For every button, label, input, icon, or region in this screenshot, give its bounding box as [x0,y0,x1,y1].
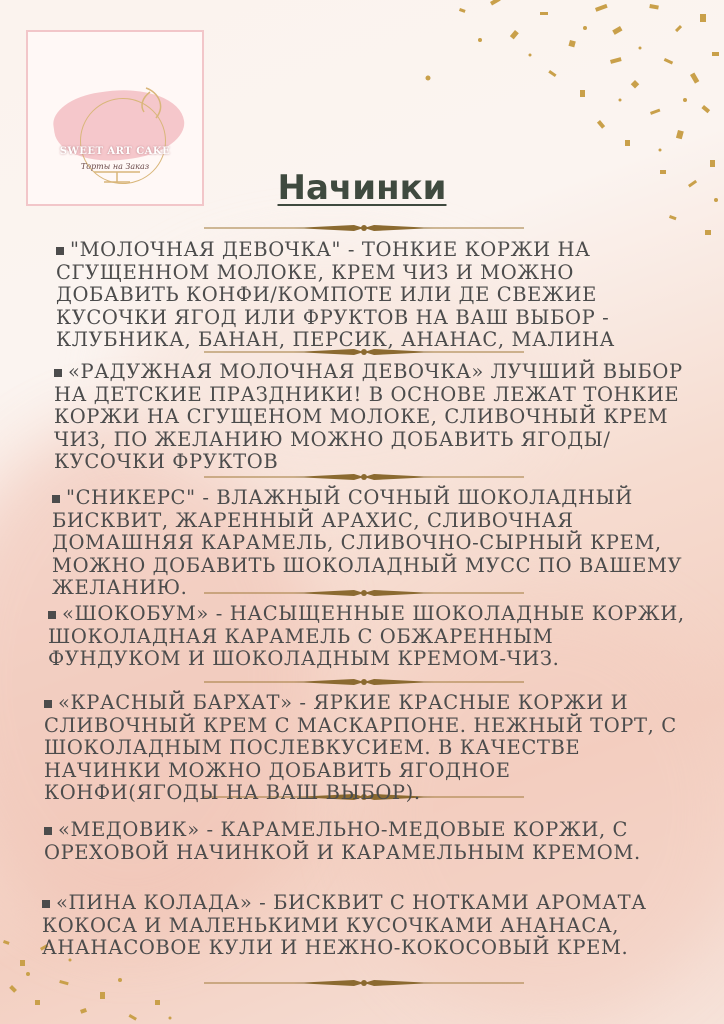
filling-description: «ПИНА КОЛАДА» - БИСКВИТ С НОТКАМИ АРОМАТА КОКОСА И МАЛЕНЬКИМИ КУСОЧКАМИ АНАНАСА, АНАНАСОВОЕ КУЛИ И НЕЖНО-КОКОСОВЫЙ КРЕМ. [42,891,647,959]
ornament-divider [204,677,524,687]
filling-item [56,239,696,352]
bullet-icon [52,495,60,503]
ornament-divider [204,472,524,482]
bullet-icon [44,827,52,835]
logo-brand-name: SWEET ART CAKE [59,146,171,157]
filling-item [54,361,694,474]
ornament-divider [204,223,524,233]
filling-item [42,892,682,960]
gold-confetti-decoration [420,0,724,250]
bullet-icon [56,247,64,255]
filling-description: "МОЛОЧНАЯ ДЕВОЧКА" - ТОНКИЕ КОРЖИ НА СГУЩЕННОМ МОЛОКЕ, КРЕМ ЧИЗ И МОЖНО ДОБАВИТЬ КОНФИ/КОМПОТЕ ИЛИ ДЕ СВЕЖИЕ КУСОЧКИ ЯГОД ИЛИ ФРУКТОВ НА ВАШ ВЫБОР - КЛУБНИКА, БАНАН, ПЕРСИК, АНАНАС, МАЛИНА [56,238,615,351]
filling-description: «РАДУЖНАЯ МОЛОЧНАЯ ДЕВОЧКА» ЛУЧШИЙ ВЫБОР НА ДЕТСКИЕ ПРАЗДНИКИ! В ОСНОВЕ ЛЕЖАТ ТОНКИЕ КОРЖИ НА СГУЩЕНОМ МОЛОКЕ, СЛИВОЧНЫЙ КРЕМ ЧИЗ, ПО ЖЕЛАНИЮ МОЖНО ДОБАВИТЬ ЯГОДЫ/ КУСОЧКИ ФРУКТОВ [54,360,683,473]
bullet-icon [48,611,56,619]
filling-description: «ШОКОБУМ» - НАСЫЩЕННЫЕ ШОКОЛАДНЫЕ КОРЖИ, ШОКОЛАДНАЯ КАРАМЕЛЬ С ОБЖАРЕННЫМ ФУНДУКОМ И ШОКОЛАДНЫМ КРЕМОМ-ЧИЗ. [48,602,685,670]
filling-item [44,692,684,805]
page-title: Начинки [277,168,447,208]
filling-description: "СНИКЕРС" - ВЛАЖНЫЙ СОЧНЫЙ ШОКОЛАДНЫЙ БИСКВИТ, ЖАРЕННЫЙ АРАХИС, СЛИВОЧНАЯ ДОМАШНЯЯ КАРАМЕЛЬ, СЛИВОЧНО-СЫРНЫЙ КРЕМ, МОЖНО ДОБАВИТЬ ШОКОЛАДНЫЙ МУСС ПО ВАШЕМУ ЖЕЛАНИЮ. [52,486,683,599]
filling-item [48,603,688,671]
bullet-icon [44,700,52,708]
filling-description: «КРАСНЫЙ БАРХАТ» - ЯРКИЕ КРАСНЫЕ КОРЖИ И СЛИВОЧНЫЙ КРЕМ С МАСКАРПОНЕ. НЕЖНЫЙ ТОРТ, С ШОКОЛАДНЫМ ПОСЛЕВКУСИЕМ. В КАЧЕСТВЕ НАЧИНКИ МОЖНО ДОБАВИТЬ ЯГОДНОЕ КОНФИ(ЯГОДЫ НА ВАШ ВЫБОР). [44,691,677,804]
filling-item [44,819,684,864]
bullet-icon [54,369,62,377]
ornament-divider [204,978,524,988]
bullet-icon [42,900,50,908]
filling-item [52,487,692,600]
filling-description: «МЕДОВИК» - КАРАМЕЛЬНО-МЕДОВЫЕ КОРЖИ, С ОРЕХОВОЙ НАЧИНКОЙ И КАРАМЕЛЬНЫМ КРЕМОМ. [44,818,641,864]
logo-tagline: Торты на Заказ [80,162,150,171]
